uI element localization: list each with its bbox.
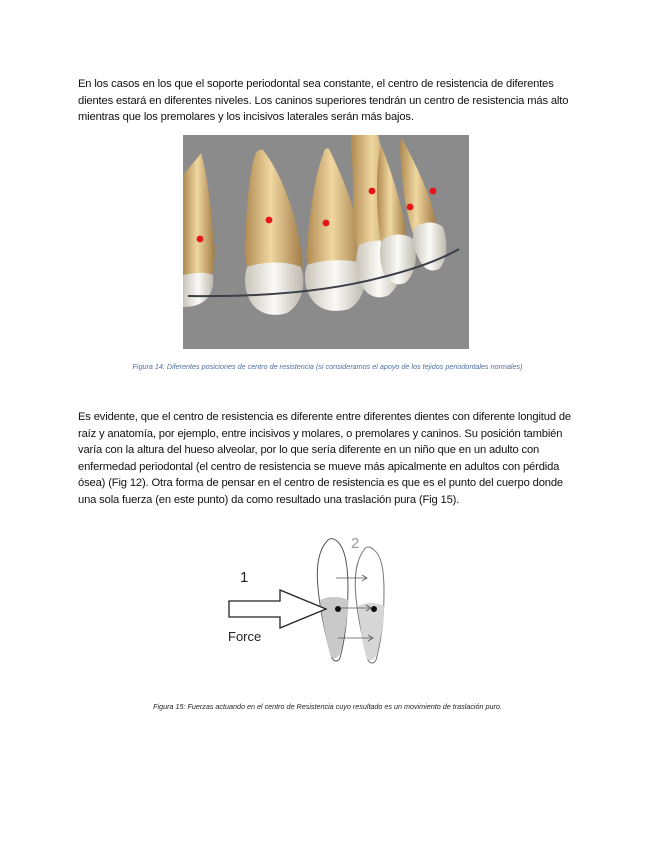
label-1: 1 [240, 569, 249, 586]
teeth-illustration [183, 135, 469, 349]
label-2: 2 [351, 535, 360, 552]
figure-14-caption: Figura 14: Diferentes posiciones de centro de resistencia (si consideramos el apoyo de los tejidos periodontales normales) [132, 362, 523, 371]
force-arrow [229, 590, 326, 628]
teeth-resistance-center-image [183, 135, 469, 349]
figure-15-caption: Figura 15: Fuerzas actuando en el centro de Resistencia cuyo resultado es un movimiento de traslación puro. [153, 702, 502, 711]
intro-paragraph: En los casos en los que el soporte periodontal sea constante, el centro de resistencia de diferentes dientes estará en diferentes niveles. Los caninos superiores tendrán un centro de resistencia más alto mientras que los premolares y los incisivos laterales serán más bajos. [78, 78, 569, 124]
body-paragraph: Es evidente, que el centro de resistencia es diferente entre diferentes dientes con diferente longitud de raíz y anatomía, por ejemplo, entre incisivos y molares, o premolares y caninos. Su posición también varía con la altura del hueso alveolar, por lo que sería diferente en un niño que en un adulto con enfermedad periodontal (el centro de resistencia se mueve más apicalmente en adultos con pérdida ósea) (Fig 12). Otra forma de pensar en el centro de resistencia es que es el punto del cuerpo donde una sola fuerza (en este punto) da como resultado una traslación pura (Fig 15). [78, 411, 571, 506]
force-label: Force [228, 629, 262, 644]
translation-force-diagram [218, 528, 408, 670]
